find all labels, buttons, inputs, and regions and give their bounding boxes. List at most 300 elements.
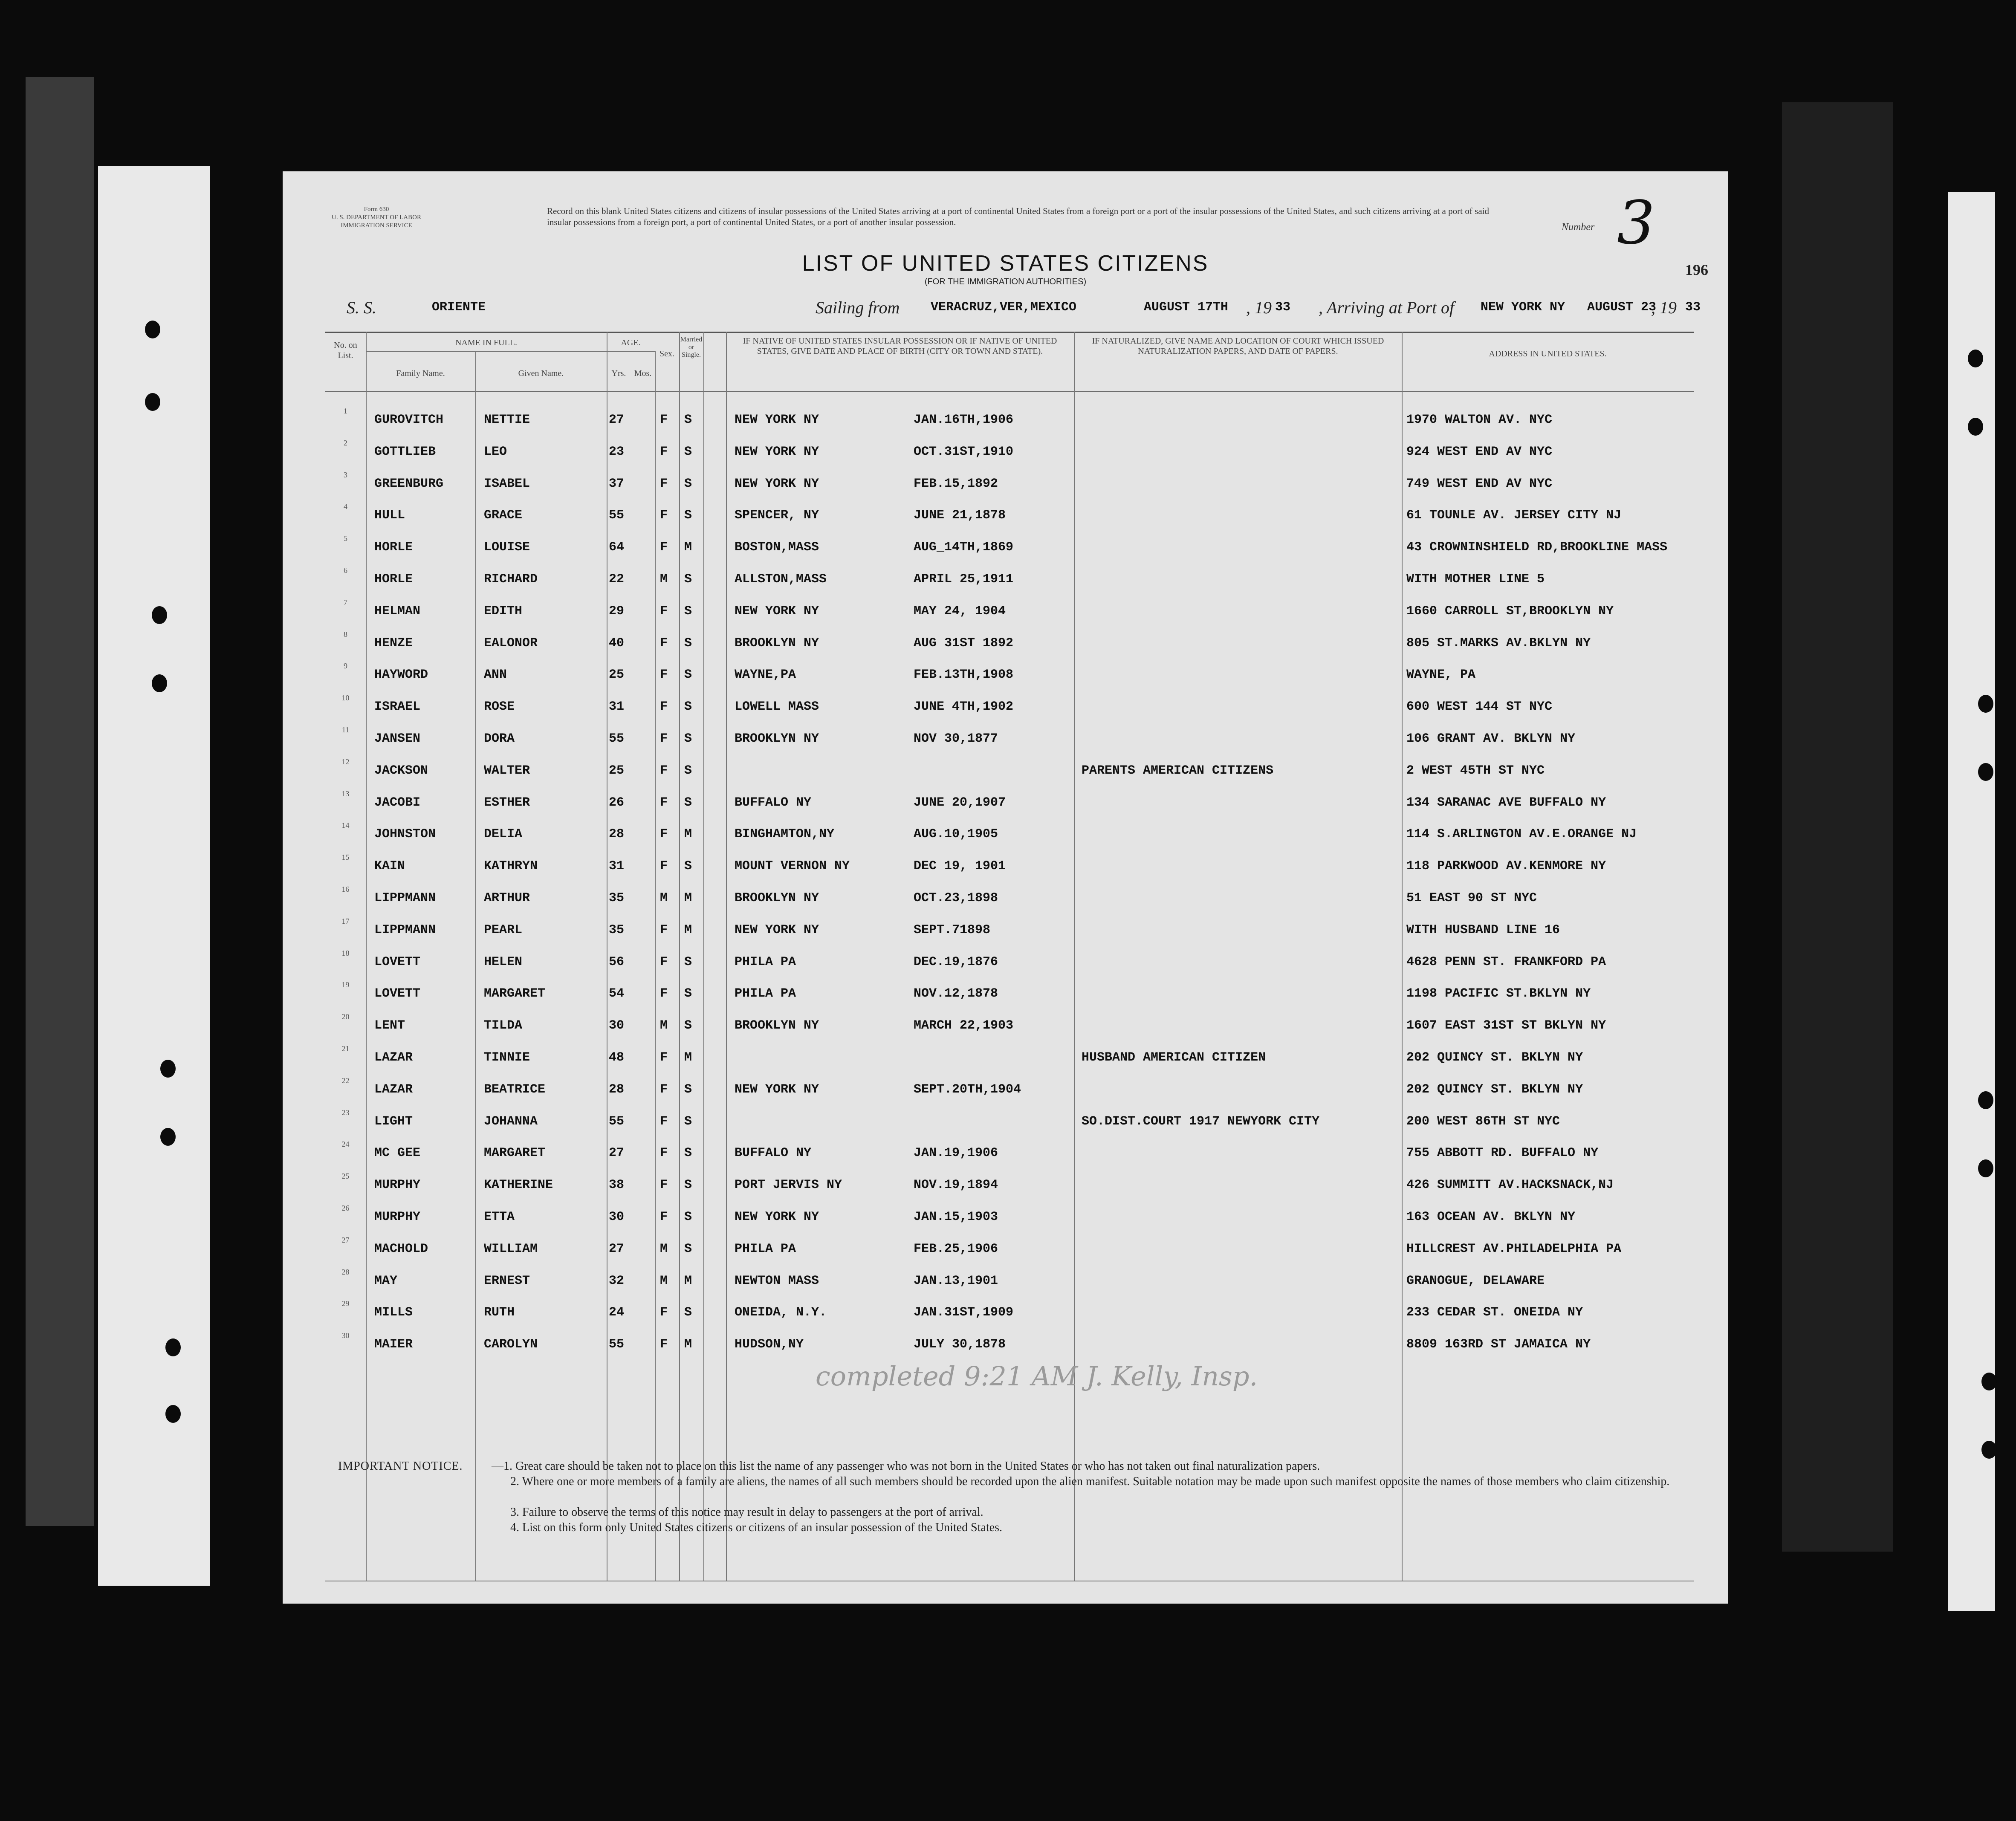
row-given-name: LOUISE [484,540,530,555]
row-address: 202 QUINCY ST. BKLYN NY [1406,1050,1583,1065]
punch-hole [165,1338,181,1356]
row-family-name: GOTTLIEB [374,444,436,459]
row-age: 55 [609,1114,625,1129]
row-address: 4628 PENN ST. FRANKFORD PA [1406,954,1606,969]
row-age: 56 [609,954,625,969]
row-given-name: WILLIAM [484,1241,538,1256]
row-marital-status: S [684,699,692,714]
row-birth-date: NOV.12,1878 [914,986,998,1001]
row-marital-status: S [684,954,692,969]
row-birth-date: OCT.31ST,1910 [914,444,1014,459]
row-birth-date: SEPT.71898 [914,922,991,937]
row-sex: F [660,444,668,459]
row-birth-date: MAY 24, 1904 [914,604,1006,619]
row-birth-place: NEW YORK NY [735,476,819,491]
row-marital-status: M [684,922,692,937]
row-age: 64 [609,540,625,555]
row-marital-status: M [684,540,692,555]
row-line-number: 2 [344,438,347,447]
header-naturalized: IF NATURALIZED, GIVE NAME AND LOCATION OF COURT WHICH ISSUED NATURALIZATION PAPERS, AND DATE OF PAPERS. [1092,336,1384,356]
header-address: ADDRESS IN UNITED STATES. [1489,349,1607,358]
table-row [325,1204,1694,1227]
to-date: AUGUST 23 [1587,300,1657,315]
row-age: 37 [609,476,625,491]
punch-hole [1978,1091,1993,1109]
row-sex: F [660,540,668,555]
row-address: 43 CROWNINSHIELD RD,BROOKLINE MASS [1406,540,1668,555]
row-birth-date: JAN.19,1906 [914,1146,998,1161]
row-line-number: 20 [341,1012,350,1021]
row-address: 805 ST.MARKS AV.BKLYN NY [1406,636,1591,650]
table-row [325,1108,1694,1131]
row-birth-date: JUNE 20,1907 [914,795,1006,810]
row-given-name: ETTA [484,1210,515,1224]
row-address: WITH MOTHER LINE 5 [1406,572,1545,587]
row-birth-date: JUNE 4TH,1902 [914,699,1014,714]
punch-hole [1968,350,1983,367]
row-birth-date: DEC 19, 1901 [914,859,1006,874]
row-sex: F [660,763,668,778]
row-family-name: HORLE [374,572,413,587]
row-address: 51 EAST 90 ST NYC [1406,891,1537,905]
row-marital-status: S [684,1146,692,1161]
row-marital-status: S [684,1178,692,1193]
table-row [325,502,1694,525]
row-birth-place: BROOKLYN NY [735,636,819,650]
arriving-label: , Arriving at Port of [1319,298,1455,317]
row-birth-place: PHILA PA [735,954,796,969]
row-birth-place: BUFFALO NY [735,795,812,810]
row-family-name: LIPPMANN [374,922,436,937]
row-marital-status: S [684,1241,692,1256]
row-age: 40 [609,636,625,650]
row-given-name: TILDA [484,1018,523,1033]
notice-4: 4. List on this form only United States citizens or citizens of an insular possession of the United States. [510,1521,1003,1534]
row-family-name: GREENBURG [374,476,444,491]
row-birth-date: APRIL 25,1911 [914,572,1014,587]
row-age: 28 [609,1082,625,1097]
row-given-name: KATHERINE [484,1178,553,1193]
row-address: 134 SARANAC AVE BUFFALO NY [1406,795,1606,810]
row-birth-date: SEPT.20TH,1904 [914,1082,1021,1097]
table-row [325,948,1694,972]
row-sex: F [660,1178,668,1193]
row-sex: F [660,731,668,746]
row-birth-place: NEW YORK NY [735,922,819,937]
table-row [325,662,1694,685]
row-family-name: GUROVITCH [374,413,444,427]
row-birth-place: PHILA PA [735,1241,796,1256]
row-birth-date: JAN.13,1901 [914,1273,998,1288]
row-address: 114 S.ARLINGTON AV.E.ORANGE NJ [1406,827,1637,842]
row-sex: F [660,604,668,619]
row-age: 31 [609,859,625,874]
to-year: 33 [1685,300,1701,315]
row-line-number: 15 [341,853,350,862]
left-margin-strip [98,166,210,1586]
right-film-edge [1782,102,1893,1552]
table-row [325,566,1694,589]
left-film-edge [26,77,94,1526]
punch-hole [160,1128,176,1146]
row-line-number: 12 [341,757,350,766]
row-family-name: LAZAR [374,1082,413,1097]
row-birth-place: MOUNT VERNON NY [735,859,850,874]
row-line-number: 7 [344,598,347,607]
row-birth-place: BROOKLYN NY [735,891,819,905]
row-age: 48 [609,1050,625,1065]
page-title: LIST OF UNITED STATES CITIZENS [802,251,1209,276]
row-line-number: 22 [341,1076,350,1085]
row-address: GRANOGUE, DELAWARE [1406,1273,1545,1288]
row-marital-status: M [684,1337,692,1352]
row-family-name: JANSEN [374,731,421,746]
row-age: 27 [609,1146,625,1161]
row-given-name: BEATRICE [484,1082,546,1097]
voyage-line [347,298,1711,323]
row-address: 600 WEST 144 ST NYC [1406,699,1553,714]
row-line-number: 13 [341,789,350,798]
row-marital-status: S [684,1305,692,1320]
table-row [325,726,1694,749]
row-given-name: PEARL [484,922,523,937]
row-sex: F [660,922,668,937]
from-year: 33 [1275,300,1291,315]
row-family-name: JACOBI [374,795,421,810]
row-given-name: LEO [484,444,507,459]
header-name-in-full: NAME IN FULL. [455,338,517,347]
header-family-name: Family Name. [396,369,445,378]
row-age: 27 [609,1241,625,1256]
row-sex: F [660,508,668,523]
table-row [325,630,1694,653]
page-subtitle: (FOR THE IMMIGRATION AUTHORITIES) [924,277,1087,286]
row-address: 1198 PACIFIC ST.BKLYN NY [1406,986,1591,1001]
notice-label: IMPORTANT NOTICE. [338,1460,463,1473]
row-family-name: LIPPMANN [374,891,436,905]
header-married: Married or Single. [680,336,703,358]
row-marital-status: S [684,444,692,459]
punch-hole [145,321,160,338]
punch-hole [165,1405,181,1423]
row-marital-status: M [684,891,692,905]
row-birth-place: NEWTON MASS [735,1273,819,1288]
table-row [325,980,1694,1003]
punch-hole [152,674,167,692]
row-age: 23 [609,444,625,459]
row-birth-date: FEB.25,1906 [914,1241,998,1256]
table-row [325,1331,1694,1354]
row-birth-place: BROOKLYN NY [735,1018,819,1033]
row-age: 25 [609,763,625,778]
row-age: 35 [609,922,625,937]
table-row [325,438,1694,462]
row-given-name: JOHANNA [484,1114,538,1129]
row-line-number: 28 [341,1267,350,1276]
table-row [325,1299,1694,1322]
row-age: 30 [609,1210,625,1224]
row-birth-place: PHILA PA [735,986,796,1001]
row-birth-date: AUG 31ST 1892 [914,636,1014,650]
row-line-number: 9 [344,662,347,671]
row-sex: M [660,1273,668,1288]
header-birth: IF NATIVE OF UNITED STATES INSULAR POSSESSION OR IF NATIVE OF UNITED STATES, GIVE DATE AND PLACE OF BIRTH (CITY OR TOWN AND STATE). [743,336,1057,356]
row-line-number: 21 [341,1044,350,1053]
row-address: 233 CEDAR ST. ONEIDA NY [1406,1305,1583,1320]
row-sex: F [660,1082,668,1097]
row-birth-date: FEB.15,1892 [914,476,998,491]
manifest-table [325,332,1694,1585]
row-marital-status: S [684,731,692,746]
row-address: 118 PARKWOOD AV.KENMORE NY [1406,859,1606,874]
row-family-name: MURPHY [374,1210,421,1224]
table-row [325,470,1694,494]
row-marital-status: S [684,986,692,1001]
punch-hole [1978,1159,1993,1177]
row-birth-place: NEW YORK NY [735,1082,819,1097]
row-age: 22 [609,572,625,587]
row-sex: F [660,668,668,682]
header-given-name: Given Name. [518,369,564,378]
row-sex: F [660,859,668,874]
row-marital-status: S [684,859,692,874]
row-marital-status: M [684,1273,692,1288]
row-birth-date: AUG_14TH,1869 [914,540,1014,555]
row-line-number: 25 [341,1172,350,1181]
row-sex: F [660,795,668,810]
row-address: 1970 WALTON AV. NYC [1406,413,1553,427]
row-marital-status: S [684,413,692,427]
row-age: 31 [609,699,625,714]
row-birth-place: NEW YORK NY [735,1210,819,1224]
row-address: 749 WEST END AV NYC [1406,476,1553,491]
corner-mark: 196 [1685,261,1708,278]
row-line-number: 8 [344,630,347,639]
row-age: 55 [609,1337,625,1352]
table-row [325,1044,1694,1067]
row-birth-date: AUG.10,1905 [914,827,998,842]
row-sex: F [660,1114,668,1129]
header-mos: Mos. [634,369,652,378]
row-age: 38 [609,1178,625,1193]
row-address: 200 WEST 86TH ST NYC [1406,1114,1560,1129]
row-birth-date: JULY 30,1878 [914,1337,1006,1352]
row-family-name: HULL [374,508,405,523]
from-year-prefix: , 19 [1246,298,1272,317]
row-birth-place: ALLSTON,MASS [735,572,827,587]
row-line-number: 5 [344,534,347,543]
table-row [325,916,1694,940]
row-birth-place: BOSTON,MASS [735,540,819,555]
notice-1: —1. Great care should be taken not to place on this list the name of any passenger who was not born in the United States or who has not taken out final naturalization papers. [492,1460,1320,1473]
row-given-name: WALTER [484,763,530,778]
row-address: WITH HUSBAND LINE 16 [1406,922,1560,937]
from-port: VERACRUZ,VER,MEXICO [931,300,1077,315]
row-family-name: MACHOLD [374,1241,428,1256]
row-line-number: 14 [341,821,350,830]
row-family-name: ISRAEL [374,699,421,714]
row-sex: F [660,986,668,1001]
punch-hole [1981,1373,1997,1390]
row-naturalization: HUSBAND AMERICAN CITIZEN [1082,1050,1266,1065]
row-address: 1660 CARROLL ST,BROOKLYN NY [1406,604,1614,619]
row-marital-status: S [684,604,692,619]
row-age: 55 [609,731,625,746]
row-birth-date: JAN.31ST,1909 [914,1305,1014,1320]
row-birth-date: JAN.16TH,1906 [914,413,1014,427]
row-line-number: 26 [341,1204,350,1212]
row-family-name: HENZE [374,636,413,650]
table-row [325,1172,1694,1195]
table-row [325,694,1694,717]
row-birth-date: NOV 30,1877 [914,731,998,746]
row-given-name: HELEN [484,954,523,969]
notice-2: 2. Where one or more members of a family are aliens, the names of all such members should be recorded upon the alien manifest. Suitable notation may be made upon such manifest opposite the names of those members who claim citizenship. [510,1475,1670,1488]
row-address: 61 TOUNLE AV. JERSEY CITY NJ [1406,508,1622,523]
row-age: 24 [609,1305,625,1320]
sailing-label: Sailing from [816,298,900,317]
notice-3: 3. Failure to observe the terms of this notice may result in delay to passengers at the port of arrival. [510,1506,983,1519]
row-sex: F [660,699,668,714]
table-row [325,1076,1694,1099]
row-marital-status: S [684,1018,692,1033]
row-sex: F [660,636,668,650]
row-birth-place: ONEIDA, N.Y. [735,1305,827,1320]
row-family-name: LIGHT [374,1114,413,1129]
row-family-name: LENT [374,1018,405,1033]
row-age: 27 [609,413,625,427]
row-given-name: RUTH [484,1305,515,1320]
row-birth-place: PORT JERVIS NY [735,1178,842,1193]
handwritten-note: completed 9:21 AM J. Kelly, Insp. [816,1361,1258,1392]
row-address: 163 OCEAN AV. BKLYN NY [1406,1210,1576,1224]
table-row [325,757,1694,780]
row-birth-date: JAN.15,1903 [914,1210,998,1224]
table-row [325,598,1694,621]
row-birth-date: NOV.19,1894 [914,1178,998,1193]
row-birth-place: BINGHAMTON,NY [735,827,835,842]
row-sex: M [660,1241,668,1256]
ship-name: ORIENTE [432,300,486,315]
row-family-name: HELMAN [374,604,421,619]
row-birth-place: LOWELL MASS [735,699,819,714]
row-given-name: CAROLYN [484,1337,538,1352]
row-family-name: LOVETT [374,986,421,1001]
row-given-name: EALONOR [484,636,538,650]
table-row [325,1140,1694,1163]
row-birth-place: WAYNE,PA [735,668,796,682]
row-sex: F [660,1210,668,1224]
row-family-name: JOHNSTON [374,827,436,842]
row-line-number: 18 [341,948,350,957]
row-given-name: TINNIE [484,1050,530,1065]
number-value: 3 [1617,188,1655,258]
right-margin-strip [1948,192,1995,1611]
row-age: 28 [609,827,625,842]
punch-hole [1968,418,1983,436]
row-naturalization: SO.DIST.COURT 1917 NEWYORK CITY [1082,1114,1320,1129]
row-family-name: LOVETT [374,954,421,969]
row-marital-status: S [684,668,692,682]
table-row [325,1012,1694,1035]
row-sex: M [660,1018,668,1033]
row-marital-status: M [684,827,692,842]
row-address: 2 WEST 45TH ST NYC [1406,763,1545,778]
row-sex: M [660,572,668,587]
row-age: 35 [609,891,625,905]
row-sex: F [660,1305,668,1320]
row-birth-date: OCT.23,1898 [914,891,998,905]
manifest-sheet [283,171,1728,1604]
table-row [325,407,1694,430]
from-date: AUGUST 17TH [1144,300,1229,315]
row-given-name: ROSE [484,699,515,714]
row-birth-date: DEC.19,1876 [914,954,998,969]
punch-hole [145,393,160,411]
ss-label: S. S. [347,298,376,317]
row-family-name: MC GEE [374,1146,421,1161]
row-line-number: 6 [344,566,347,575]
row-birth-date: MARCH 22,1903 [914,1018,1014,1033]
header-age: AGE. [621,338,641,347]
row-line-number: 29 [341,1299,350,1308]
table-row [325,534,1694,557]
row-address: 106 GRANT AV. BKLYN NY [1406,731,1576,746]
row-sex: F [660,1050,668,1065]
row-sex: F [660,1337,668,1352]
row-family-name: MAIER [374,1337,413,1352]
row-marital-status: S [684,508,692,523]
row-given-name: NETTIE [484,413,530,427]
row-sex: F [660,413,668,427]
table-row [325,789,1694,812]
row-given-name: ESTHER [484,795,530,810]
row-given-name: EDITH [484,604,523,619]
header-no-on-list: No. on List. [334,341,357,360]
punch-hole [1981,1441,1997,1459]
row-given-name: MARGARET [484,1146,546,1161]
row-address: 924 WEST END AV NYC [1406,444,1553,459]
row-given-name: ANN [484,668,507,682]
row-line-number: 1 [344,407,347,415]
row-given-name: GRACE [484,508,523,523]
form-id: Form 630 U. S. DEPARTMENT OF LABOR IMMIGRATION SERVICE [332,206,421,229]
row-marital-status: S [684,1210,692,1224]
row-family-name: JACKSON [374,763,428,778]
row-birth-place: BUFFALO NY [735,1146,812,1161]
row-line-number: 3 [344,470,347,479]
row-age: 29 [609,604,625,619]
row-family-name: MILLS [374,1305,413,1320]
row-sex: M [660,891,668,905]
row-given-name: DELIA [484,827,523,842]
row-birth-date: JUNE 21,1878 [914,508,1006,523]
row-address: 426 SUMMITT AV.HACKSNACK,NJ [1406,1178,1614,1193]
row-line-number: 10 [341,694,350,702]
row-marital-status: S [684,476,692,491]
manifest-rows [325,332,1694,1581]
row-family-name: MURPHY [374,1178,421,1193]
row-line-number: 30 [341,1331,350,1340]
row-family-name: LAZAR [374,1050,413,1065]
to-year-prefix: , 19 [1651,298,1677,317]
table-row [325,853,1694,876]
table-row [325,1235,1694,1259]
row-age: 30 [609,1018,625,1033]
row-given-name: RICHARD [484,572,538,587]
row-given-name: MARGARET [484,986,546,1001]
row-address: 8809 163RD ST JAMAICA NY [1406,1337,1591,1352]
